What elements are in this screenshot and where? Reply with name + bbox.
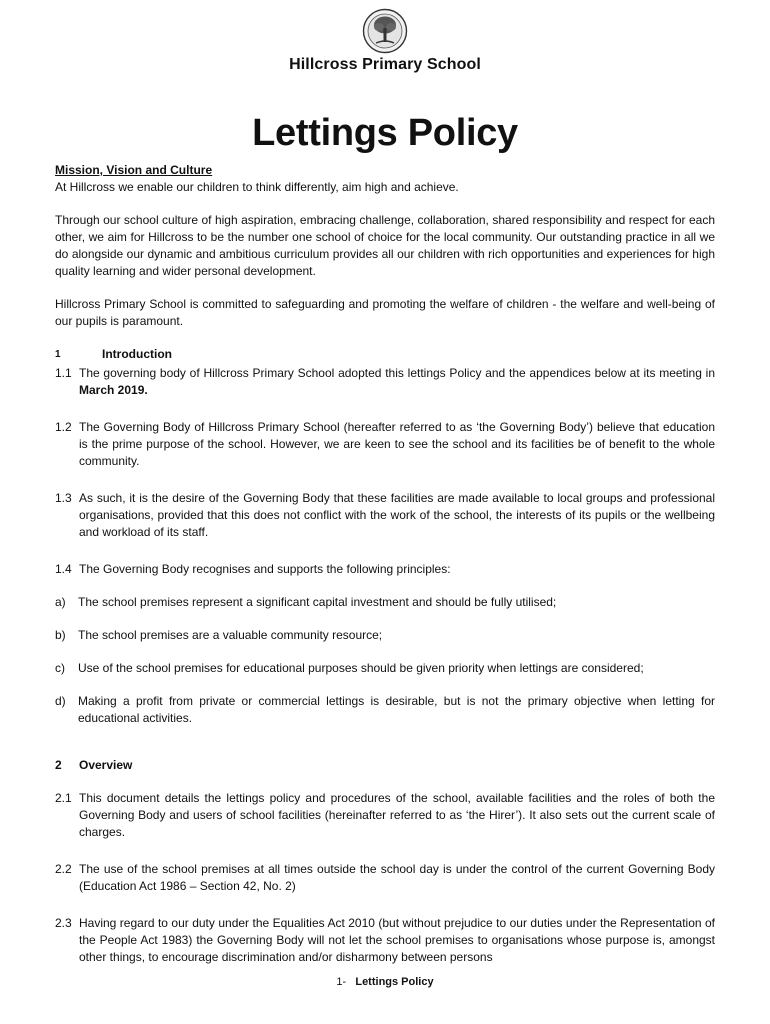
mission-paragraph-2: Through our school culture of high aspiration, embracing challenge, collaboration, shared responsibility and respect for each other, we aim for Hillcross to be the number one school of choice for the local community. Our outstanding practice in all we do alongside our dynamic and ambitious curriculum provides all our children with rich opportunities and experiences for high quality learning and wider personal development.	[55, 213, 715, 278]
principle-text: Making a profit from private or commercial lettings is desirable, but is not the primary objective when letting for educational activities.	[78, 694, 715, 725]
clause-text: The use of the school premises at all times outside the school day is under the control of the current Governing Body (Education Act 1986 – Section 42, No. 2)	[79, 862, 715, 893]
mission-heading: Mission, Vision and Culture	[55, 163, 213, 177]
clause-2-1	[55, 790, 715, 841]
list-marker: c)	[55, 661, 65, 675]
principle-b	[55, 627, 715, 644]
clause-text: The governing body of Hillcross Primary School adopted this lettings Policy and the appendices below at its meeting in	[79, 366, 715, 380]
page-number: 1-	[336, 976, 347, 988]
clause-text: The Governing Body of Hillcross Primary School (hereafter referred to as ‘the Governing Body’) believe that education is the prime purpose of the school. However, we are keen to see the school and its facilities be of benefit to the whole community.	[79, 420, 715, 468]
document-body	[55, 162, 715, 966]
clause-text: This document details the lettings policy and procedures of the school, available facilities and the roles of both the Governing Body and users of school facilities (hereinafter referred to as ‘the Hirer’). It also sets out the current scale of charges.	[79, 791, 715, 839]
principle-text: Use of the school premises for educational purposes should be given priority when lettings are considered;	[78, 661, 644, 675]
section-2-heading	[55, 757, 715, 774]
clause-1-3	[55, 490, 715, 541]
clause-number: 2.3	[55, 916, 72, 930]
clause-text: As such, it is the desire of the Governing Body that these facilities are made available to local groups and professional organisations, provided that this does not conflict with the work of the school, the interests of its pupils or the wellbeing and workload of its staff.	[79, 491, 715, 539]
clause-number: 1.4	[55, 562, 72, 576]
clause-number: 2.1	[55, 791, 72, 805]
section-number: 2	[55, 758, 62, 772]
footer-label: Lettings Policy	[355, 976, 434, 988]
clause-number: 1.1	[55, 366, 72, 380]
clause-number: 1.3	[55, 491, 72, 505]
page-footer	[0, 976, 770, 988]
list-marker: a)	[55, 595, 66, 609]
principle-c	[55, 660, 715, 677]
document-title: Lettings Policy	[252, 112, 518, 154]
clause-2-3	[55, 915, 715, 966]
mission-paragraph-3: Hillcross Primary School is committed to safeguarding and promoting the welfare of children - the welfare and well-being of our pupils is paramount.	[55, 297, 715, 328]
mission-paragraph-1: At Hillcross we enable our children to think differently, aim high and achieve.	[55, 180, 459, 194]
school-crest-tree-icon	[362, 8, 408, 54]
section-title: Overview	[79, 758, 133, 772]
school-name: Hillcross Primary School	[289, 56, 481, 73]
clause-1-4	[55, 561, 715, 578]
section-title: Introduction	[102, 347, 172, 361]
list-marker: d)	[55, 694, 66, 708]
clause-1-2	[55, 419, 715, 470]
clause-number: 2.2	[55, 862, 72, 876]
principle-a	[55, 594, 715, 611]
clause-number: 1.2	[55, 420, 72, 434]
clause-1-1	[55, 365, 715, 399]
section-number: 1	[55, 349, 61, 360]
principle-text: The school premises represent a significant capital investment and should be fully utilised;	[78, 595, 557, 609]
meeting-date: March 2019.	[79, 383, 148, 397]
clause-text: The Governing Body recognises and supports the following principles:	[79, 562, 451, 576]
principle-text: The school premises are a valuable community resource;	[78, 628, 383, 642]
principle-d	[55, 693, 715, 727]
clause-text: Having regard to our duty under the Equalities Act 2010 (but without prejudice to our duties under the Representation of the People Act 1983) the Governing Body will not let the school premises to organisations whose purpose is, amongst other things, to encourage discrimination and/or disharmony between persons	[79, 916, 715, 964]
section-1-heading	[55, 346, 715, 363]
list-marker: b)	[55, 628, 66, 642]
clause-2-2	[55, 861, 715, 895]
